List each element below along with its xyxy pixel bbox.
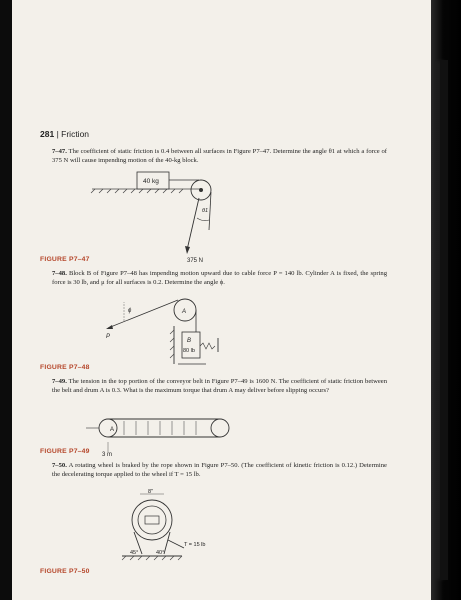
angle1-label: 45° xyxy=(130,550,139,556)
diameter-label: 8" xyxy=(148,489,154,495)
problem-7-49 xyxy=(52,378,387,395)
problem-number: 7–50. xyxy=(52,462,67,469)
drum-a xyxy=(99,419,117,437)
figure-p7-49-diagram xyxy=(82,412,252,458)
force-arrow xyxy=(185,246,190,254)
wheel-inner xyxy=(138,506,166,534)
problem-text: A rotating wheel is braked by the rope shown in Figure P7–50. (The coefficient of kinetic friction is 0.12.) Determine the decelerating torque applied to the wheel if T = 15 lb. xyxy=(52,462,387,478)
figure-p7-50-diagram xyxy=(112,488,232,564)
figure-p7-48-diagram xyxy=(102,296,242,366)
wall-hatch xyxy=(170,330,174,358)
ground-surface xyxy=(91,189,202,193)
problem-7-48 xyxy=(52,270,387,287)
rope-pull xyxy=(187,198,199,250)
belt-rollers xyxy=(124,421,196,435)
figure-caption-p7-50: FIGURE P7–50 xyxy=(40,568,90,575)
problem-number: 7–48. xyxy=(52,270,67,277)
figure-caption-p7-47: FIGURE P7–47 xyxy=(40,256,90,263)
angle-label: ϕ xyxy=(128,308,132,314)
problem-7-50 xyxy=(52,462,387,479)
p-arrow xyxy=(106,325,113,329)
length-label: 3 m xyxy=(102,452,113,458)
angle-arc xyxy=(197,218,209,221)
wheel-hub xyxy=(145,516,159,524)
header-separator: | xyxy=(56,129,59,139)
rope-vertical xyxy=(209,192,211,230)
running-header xyxy=(40,129,89,139)
figure-p7-47-diagram xyxy=(87,170,267,262)
weight-label: 80 lb xyxy=(183,348,195,354)
tension-arrow xyxy=(168,540,184,548)
angle2-label: 40° xyxy=(156,550,165,556)
drum-pin xyxy=(199,188,203,192)
block-b xyxy=(182,332,200,358)
cable-p xyxy=(108,300,178,328)
problem-text: The coefficient of static friction is 0.4 between all surfaces in Figure P7–47. Determine the angle θ1 at which a force of 375 N will cause impending motion of the 40-kg block. xyxy=(52,148,387,164)
force-label: P xyxy=(106,334,111,340)
ground-hatch xyxy=(122,556,182,560)
chapter-title: Friction xyxy=(61,129,90,139)
drum-label: A xyxy=(110,427,115,433)
block-label: B xyxy=(187,338,192,344)
force-label: 375 N xyxy=(187,258,204,262)
problem-text: The tension in the top portion of the conveyor belt in Figure P7–49 is 1600 N. The coefficient of static friction between the belt and drum A is 0.3. What is the maximum torque that drum A may deliver before slipping occurs? xyxy=(52,378,387,394)
page-number: 281 xyxy=(40,129,55,139)
problem-7-47 xyxy=(52,148,387,165)
cyl-label: A xyxy=(182,309,187,315)
tension-label: T = 15 lb xyxy=(184,542,206,548)
page-stack-edge xyxy=(440,60,448,580)
mass-label: 40 kg xyxy=(143,178,159,185)
spring xyxy=(200,343,215,349)
figure-caption-p7-49: FIGURE P7–49 xyxy=(40,448,90,455)
problem-number: 7–49. xyxy=(52,378,67,385)
problem-text: Block B of Figure P7–48 has impending motion upward due to cable force P = 140 lb. Cylinder A is fixed, the spring force is 30 lb, and μ for all surfaces is 0.2. Determine the angle ϕ. xyxy=(52,270,387,286)
problem-number: 7–47. xyxy=(52,148,67,155)
drum-b xyxy=(211,419,229,437)
angle-label: θ1 xyxy=(202,208,209,214)
textbook-page xyxy=(12,0,431,600)
figure-caption-p7-48: FIGURE P7–48 xyxy=(40,364,90,371)
